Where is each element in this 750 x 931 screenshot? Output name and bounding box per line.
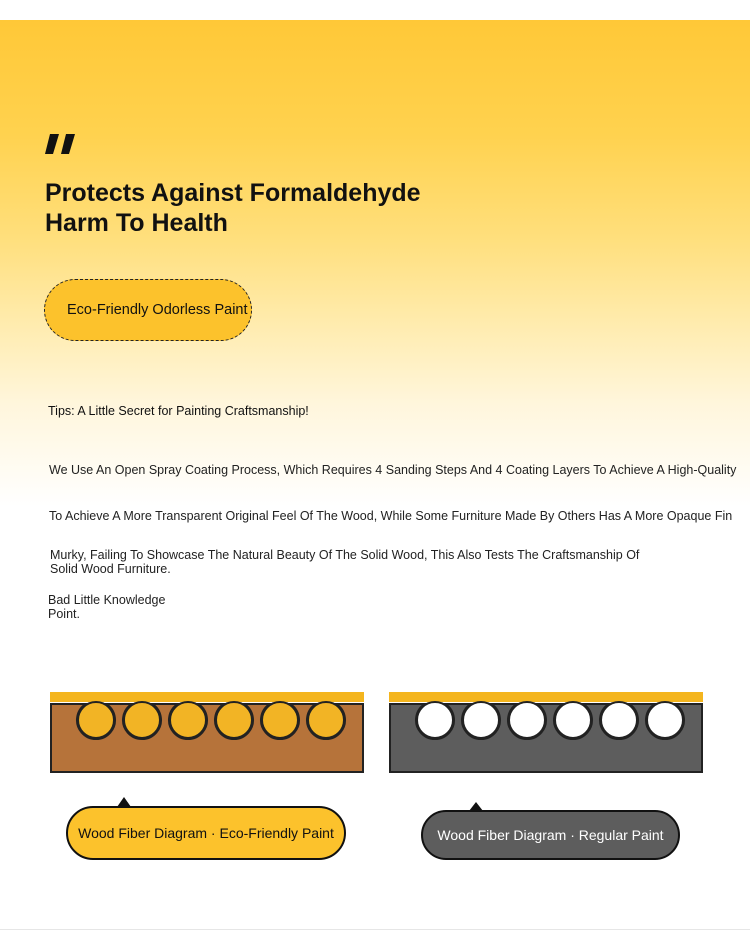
- tips-paragraph-2: To Achieve A More Transparent Original Feel Of The Wood, While Some Furniture Made By Others Has A More Opaque Fin: [49, 509, 733, 523]
- bottom-divider: [0, 929, 750, 930]
- wood-pore-5: [601, 702, 637, 738]
- top-strip: [0, 0, 750, 20]
- wood-pore-4: [216, 702, 252, 738]
- eco-paint-label: Wood Fiber Diagram · Eco-Friendly Paint: [66, 806, 346, 860]
- wood-pore-3: [170, 702, 206, 738]
- headline-line-1: Protects Against Formaldehyde: [45, 179, 421, 207]
- headline-line-2: Harm To Health: [45, 209, 228, 237]
- tips-title: Tips: A Little Secret for Painting Craftsmanship!: [48, 404, 309, 418]
- wood-fiber-diagram-eco: [50, 692, 364, 774]
- headline: [45, 178, 465, 238]
- wood-pore-5: [262, 702, 298, 738]
- tips-paragraph-1: We Use An Open Spray Coating Process, Which Requires 4 Sanding Steps And 4 Coating Layers To Achieve A High-Quality: [49, 463, 737, 477]
- tips-paragraph-3: Murky, Failing To Showcase The Natural Beauty Of The Solid Wood, This Also Tests The Craftsmanship Of Solid Wood Furniture.: [50, 548, 640, 576]
- wood-pore-2: [124, 702, 160, 738]
- tips-paragraph-4: Bad Little Knowledge Point.: [48, 593, 166, 621]
- wood-fiber-diagram-regular: [389, 692, 703, 774]
- eco-friendly-paint-button[interactable]: Eco-Friendly Odorless Paint: [44, 279, 252, 341]
- regular-paint-label: Wood Fiber Diagram · Regular Paint: [421, 810, 680, 860]
- quote-icon: [44, 132, 80, 158]
- wood-pore-1: [417, 702, 453, 738]
- wood-pore-6: [647, 702, 683, 738]
- wood-pore-2: [463, 702, 499, 738]
- wood-pore-3: [509, 702, 545, 738]
- wood-pore-6: [308, 702, 344, 738]
- wood-pore-4: [555, 702, 591, 738]
- wood-pore-1: [78, 702, 114, 738]
